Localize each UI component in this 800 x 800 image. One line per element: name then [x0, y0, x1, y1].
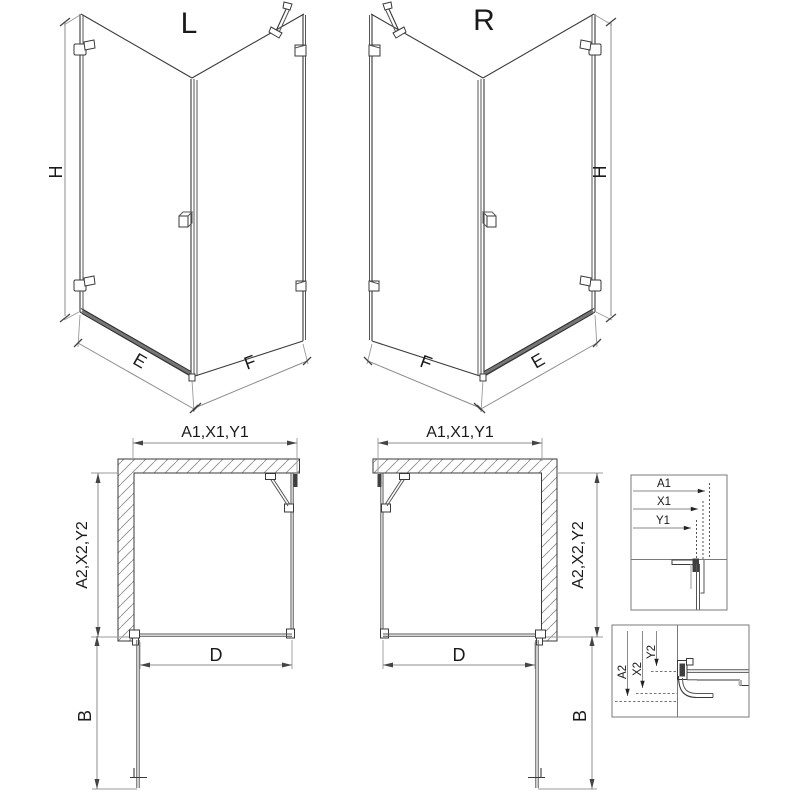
- wall-hatch: [373, 459, 557, 641]
- dimension-door-open: [538, 636, 597, 789]
- dim-label-f: F: [241, 351, 259, 374]
- dim-label-a1x1y1: A1,X1,Y1: [426, 424, 494, 441]
- dim-label-a2x2y2: A2,X2,Y2: [74, 521, 91, 589]
- dim-label-d: D: [209, 645, 223, 665]
- variant-label-left: L: [180, 7, 198, 40]
- wall-bracket-bottom: [369, 281, 379, 291]
- threshold-plan: [383, 634, 539, 636]
- wall-bracket-top: [295, 45, 306, 56]
- dim-label-e: E: [129, 349, 151, 373]
- dimension-opening: [140, 640, 292, 669]
- detail-dim-a2: A2: [617, 664, 629, 680]
- dim-label-b: B: [570, 709, 590, 723]
- door-handle-plan: [528, 768, 545, 778]
- detail-dim-x1: X1: [656, 496, 672, 508]
- dimension-door-open: [75, 636, 137, 789]
- iso-right-view: [364, 2, 616, 413]
- plan-left-view: [74, 424, 300, 789]
- dim-label-b: B: [75, 709, 95, 723]
- variant-label-right: R: [473, 4, 495, 37]
- iso-left-view: [46, 2, 311, 413]
- wall-bracket-top: [369, 45, 380, 56]
- support-bar-plan: [266, 474, 291, 507]
- dim-label-h: H: [46, 165, 66, 179]
- detail-dim-y2: Y2: [646, 644, 658, 660]
- detail-dim-x2: X2: [632, 661, 644, 677]
- side-panel: [370, 14, 485, 377]
- hinge-top: [580, 40, 601, 55]
- hinge-bottom: [580, 276, 601, 291]
- fixed-panel-glass: [378, 473, 391, 638]
- door-handle-knob: [179, 212, 192, 227]
- detail-box-width: [631, 475, 727, 610]
- door-open: [528, 640, 545, 788]
- door-hinge-corner: [130, 630, 140, 645]
- support-bar-plan: [385, 474, 410, 507]
- detail-box-depth: [612, 625, 749, 717]
- support-bar: [269, 2, 292, 38]
- dimension-panel-width: [193, 344, 311, 411]
- dim-label-a2x2y2: A2,X2,Y2: [570, 521, 587, 589]
- door-hinge-corner: [536, 630, 546, 645]
- side-panel: [192, 14, 306, 377]
- dim-label-d: D: [452, 645, 466, 665]
- detail-dim-a1: A1: [656, 478, 672, 490]
- door-handle-knob: [483, 212, 496, 227]
- tray-step-face: [739, 680, 743, 686]
- hinge-top: [74, 40, 95, 55]
- dimension-door-width: [74, 315, 198, 413]
- fixed-panel-glass: [285, 473, 298, 638]
- dimension-panel-width: [364, 344, 482, 411]
- wall-bracket-bottom: [296, 281, 306, 291]
- dimension-door-width: [477, 315, 601, 413]
- support-bar: [383, 2, 406, 38]
- dimension-height: [46, 15, 80, 322]
- dim-label-h: H: [590, 165, 610, 179]
- dimension-opening: [383, 640, 535, 669]
- door-open: [130, 640, 147, 788]
- wall-hatch: [118, 459, 300, 641]
- hinge-bottom: [74, 276, 95, 291]
- dim-label-e: E: [527, 349, 549, 373]
- detail-dim-y1: Y1: [655, 515, 671, 527]
- dim-label-f: F: [417, 351, 435, 374]
- door-handle-plan: [130, 768, 147, 778]
- dim-label-a1x1y1: A1,X1,Y1: [181, 424, 249, 441]
- plan-right-view: [373, 424, 603, 789]
- threshold-plan: [136, 634, 292, 636]
- dimension-height: [590, 15, 616, 322]
